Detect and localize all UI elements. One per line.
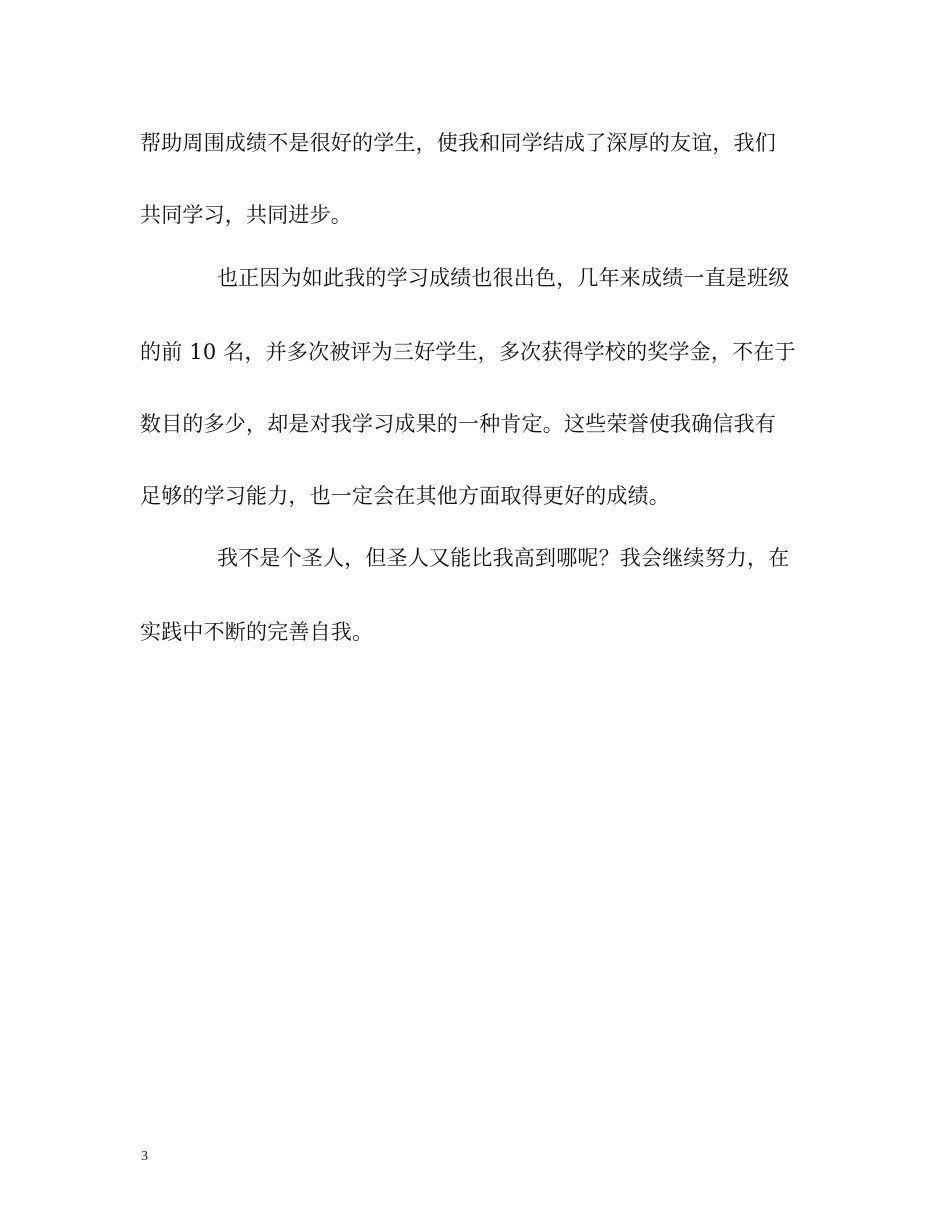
paragraph-line: 数目的多少，却是对我学习成果的一种肯定。这些荣誉使我确信我有 [140, 412, 776, 436]
paragraph-line: 我不是个圣人，但圣人又能比我高到哪呢？我会继续努力，在 [217, 546, 790, 570]
paragraph-line: 也正因为如此我的学习成绩也很出色，几年来成绩一直是班级 [217, 266, 790, 290]
paragraph-line: 共同学习，共同进步。 [140, 203, 352, 227]
paragraph-line: 足够的学习能力，也一定会在其他方面取得更好的成绩。 [140, 484, 670, 508]
paragraph-line: 的前 10 名，并多次被评为三好学生，多次获得学校的奖学金，不在于 [140, 340, 796, 364]
paragraph-line: 帮助周围成绩不是很好的学生，使我和同学结成了深厚的友谊，我们 [140, 131, 776, 155]
paragraph-line: 实践中不断的完善自我。 [140, 620, 374, 644]
page-number: 3 [141, 1149, 148, 1164]
